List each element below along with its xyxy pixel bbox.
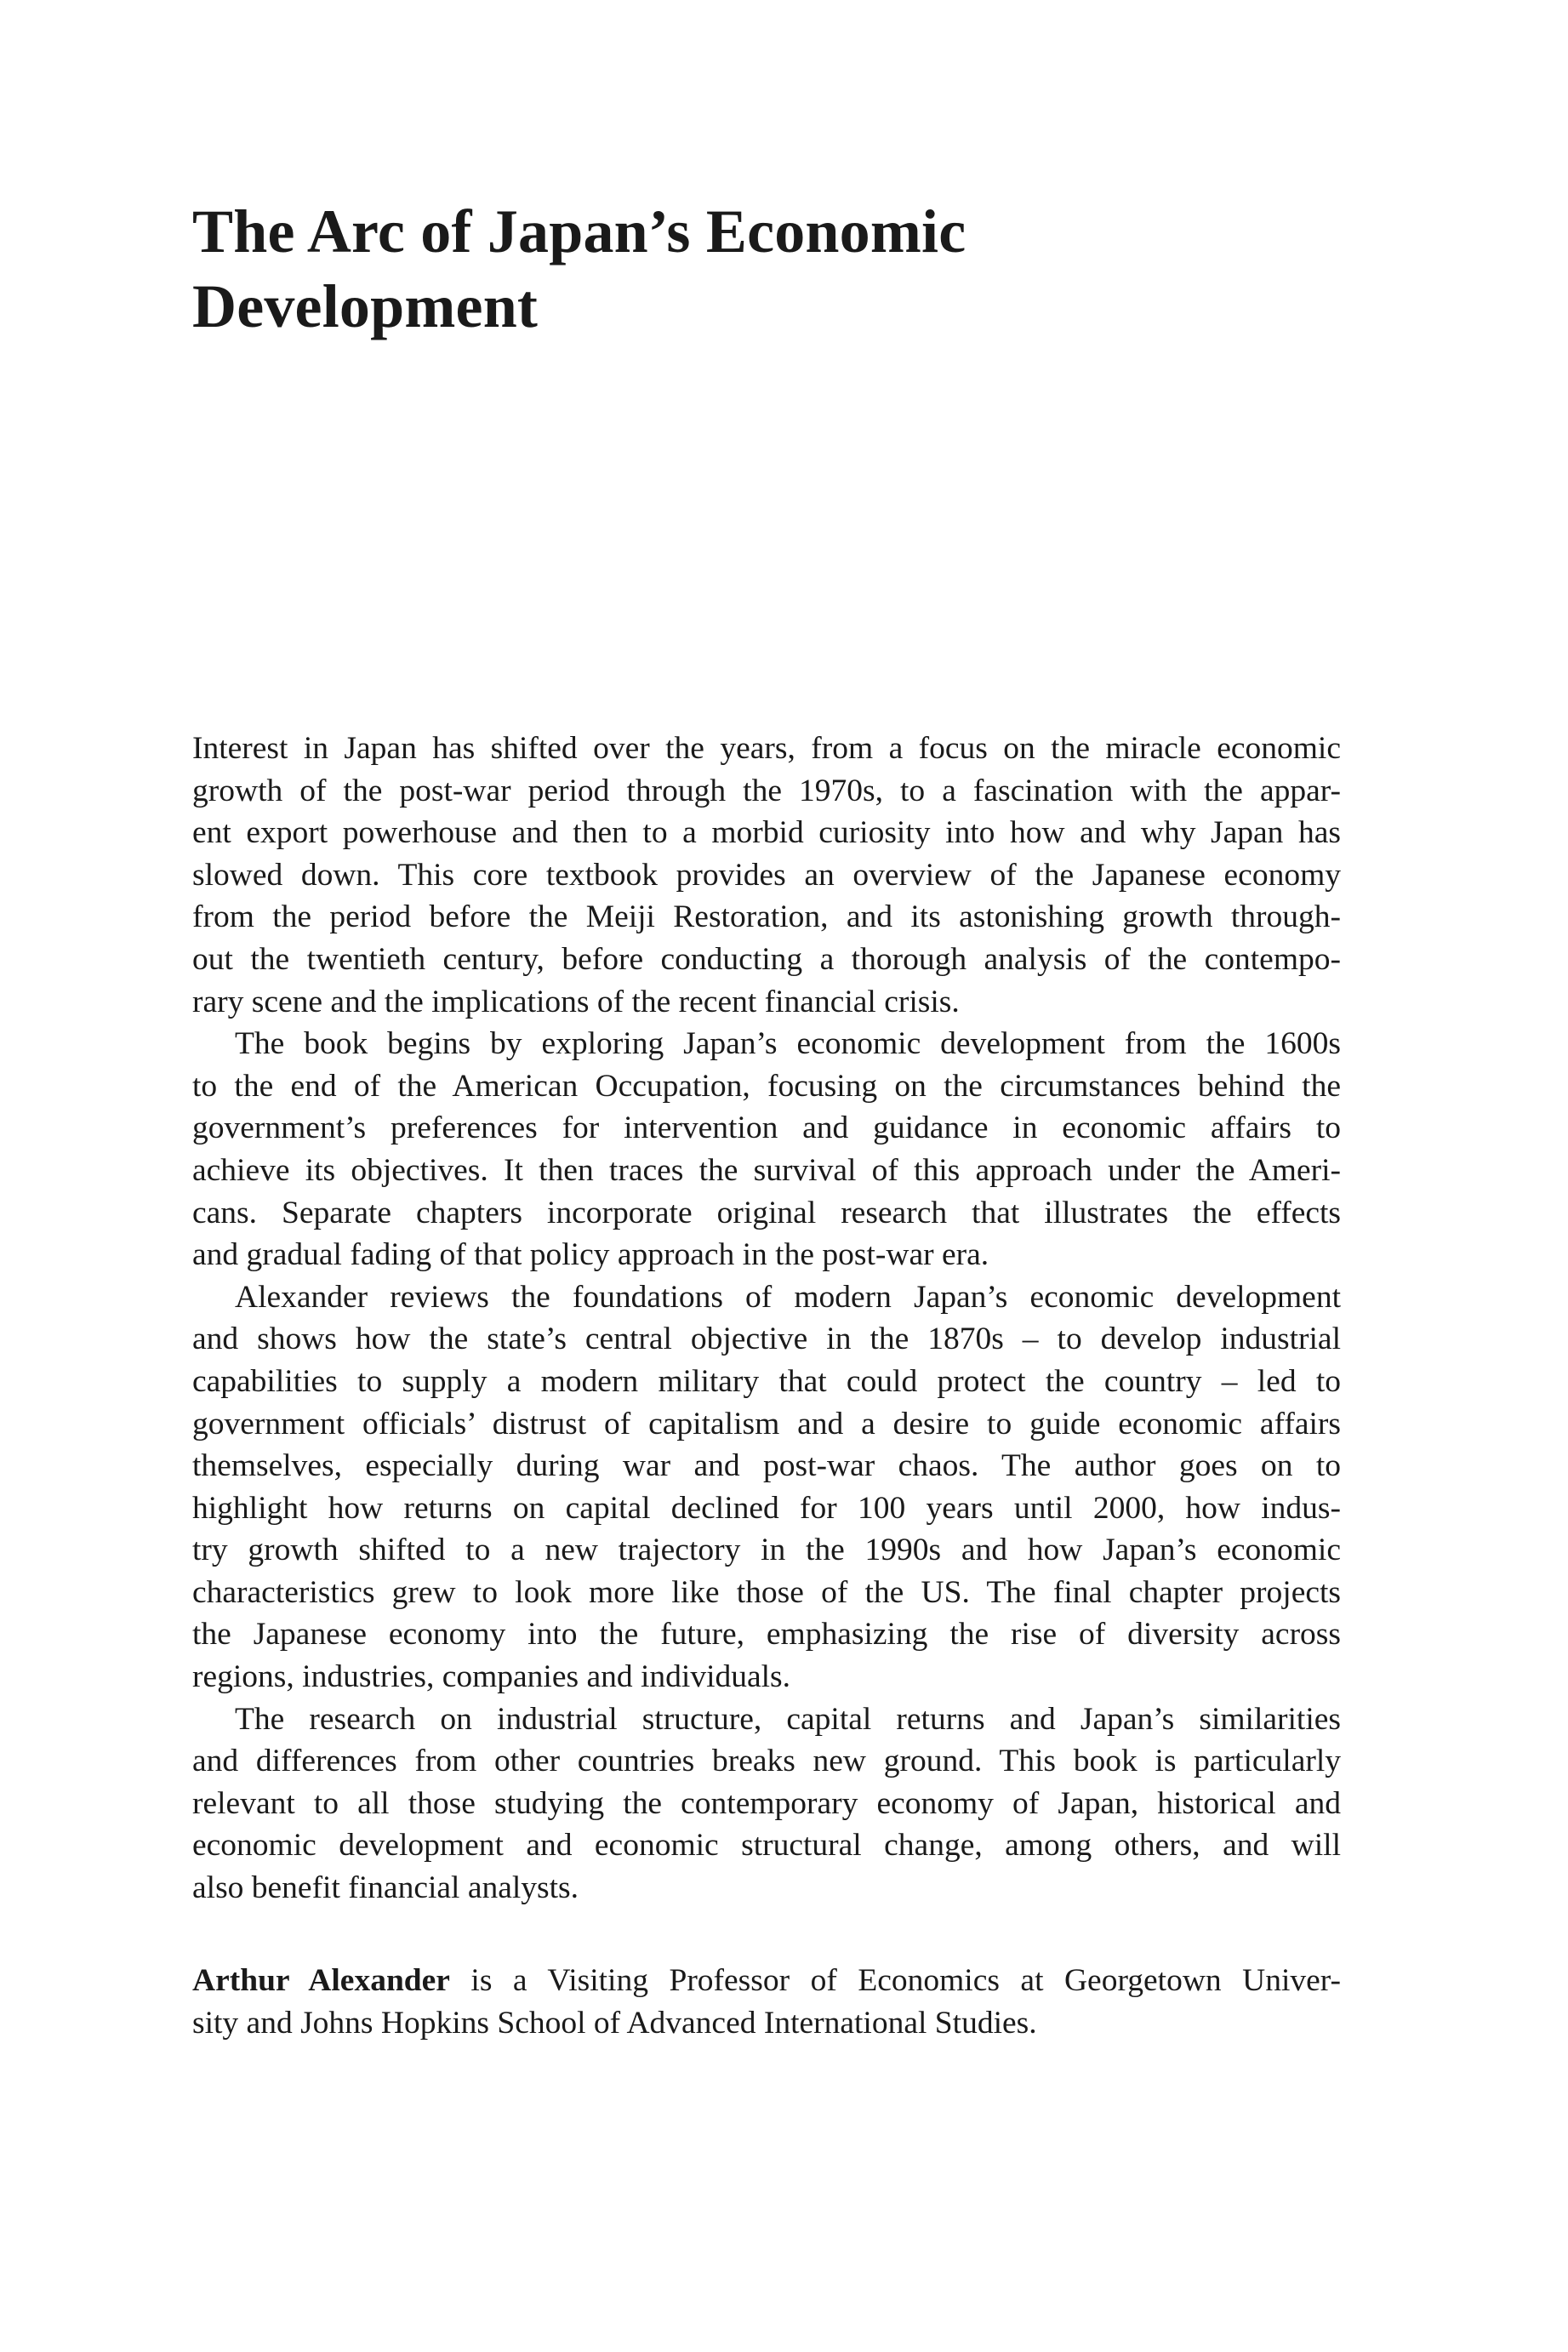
text-line: and shows how the state’s central objective in the 1870s – to develop industrial <box>192 1322 1341 1357</box>
author-bio-line <box>192 1960 1341 2002</box>
book-title-line: The Arc of Japan’s Economic <box>192 197 966 265</box>
author-name: Arthur Alexander <box>192 1963 450 1998</box>
description-paragraph <box>192 1698 1341 1910</box>
text-line: government’s preferences for intervention and guidance in economic affairs to <box>192 1110 1341 1146</box>
text-line: ent export powerhouse and then to a morbid curiosity into how and why Japan has <box>192 815 1341 851</box>
text-line: also benefit financial analysts. <box>192 1870 579 1906</box>
description-paragraph <box>192 1023 1341 1276</box>
text-line: from the period before the Meiji Restoration, and its astonishing growth through- <box>192 899 1341 935</box>
text-line: The book begins by exploring Japan’s economic development from the 1600s <box>235 1026 1341 1062</box>
text-line: achieve its objectives. It then traces the survival of this approach under the Ameri- <box>192 1152 1341 1188</box>
text-line: regions, industries, companies and individuals. <box>192 1659 791 1695</box>
text-line: growth of the post-war period through the 1970s, to a fascination with the appar- <box>192 773 1341 808</box>
text-line: and gradual fading of that policy approach in the post-war era. <box>192 1237 989 1273</box>
text-line: Interest in Japan has shifted over the years, from a focus on the miracle economic <box>192 731 1341 766</box>
book-title-line: Development <box>192 272 539 340</box>
author-bio-line: sity and Johns Hopkins School of Advanced International Studies. <box>192 2005 1037 2041</box>
text-line: and differences from other countries breaks new ground. This book is particularly <box>192 1744 1341 1779</box>
text-line: highlight how returns on capital declined for 100 years until 2000, how indus- <box>192 1490 1341 1526</box>
text-line: capabilities to supply a modern military that could protect the country – led to <box>192 1363 1341 1399</box>
text-line: government officials’ distrust of capitalism and a desire to guide economic affairs <box>192 1406 1341 1441</box>
text-line: themselves, especially during war and post-war chaos. The author goes on to <box>192 1448 1341 1484</box>
book-description <box>192 728 1341 1910</box>
text-line: characteristics grew to look more like those of the US. The final chapter projects <box>192 1574 1341 1610</box>
description-paragraph <box>192 1276 1341 1698</box>
text-line: rary scene and the implications of the recent financial crisis. <box>192 984 960 1019</box>
author-bio <box>192 1960 1341 2044</box>
book-title <box>192 194 1383 344</box>
description-paragraph <box>192 728 1341 1023</box>
text-line: The research on industrial structure, capital returns and Japan’s similarities <box>235 1701 1341 1737</box>
text-line: out the twentieth century, before conducting a thorough analysis of the contempo- <box>192 941 1341 977</box>
text-line: slowed down. This core textbook provides an overview of the Japanese economy <box>192 857 1341 893</box>
text-line: to the end of the American Occupation, focusing on the circumstances behind the <box>192 1068 1341 1104</box>
text-line: the Japanese economy into the future, emphasizing the rise of diversity across <box>192 1617 1341 1653</box>
author-bio-text: is a Visiting Professor of Economics at Georgetown Univer- <box>449 1963 1342 1998</box>
text-line: Alexander reviews the foundations of modern Japan’s economic development <box>235 1279 1341 1315</box>
text-line: relevant to all those studying the contemporary economy of Japan, historical and <box>192 1785 1341 1821</box>
text-line: economic development and economic structural change, among others, and will <box>192 1828 1341 1864</box>
text-line: try growth shifted to a new trajectory in the 1990s and how Japan’s economic <box>192 1533 1341 1568</box>
text-line: cans. Separate chapters incorporate original research that illustrates the effects <box>192 1195 1341 1230</box>
